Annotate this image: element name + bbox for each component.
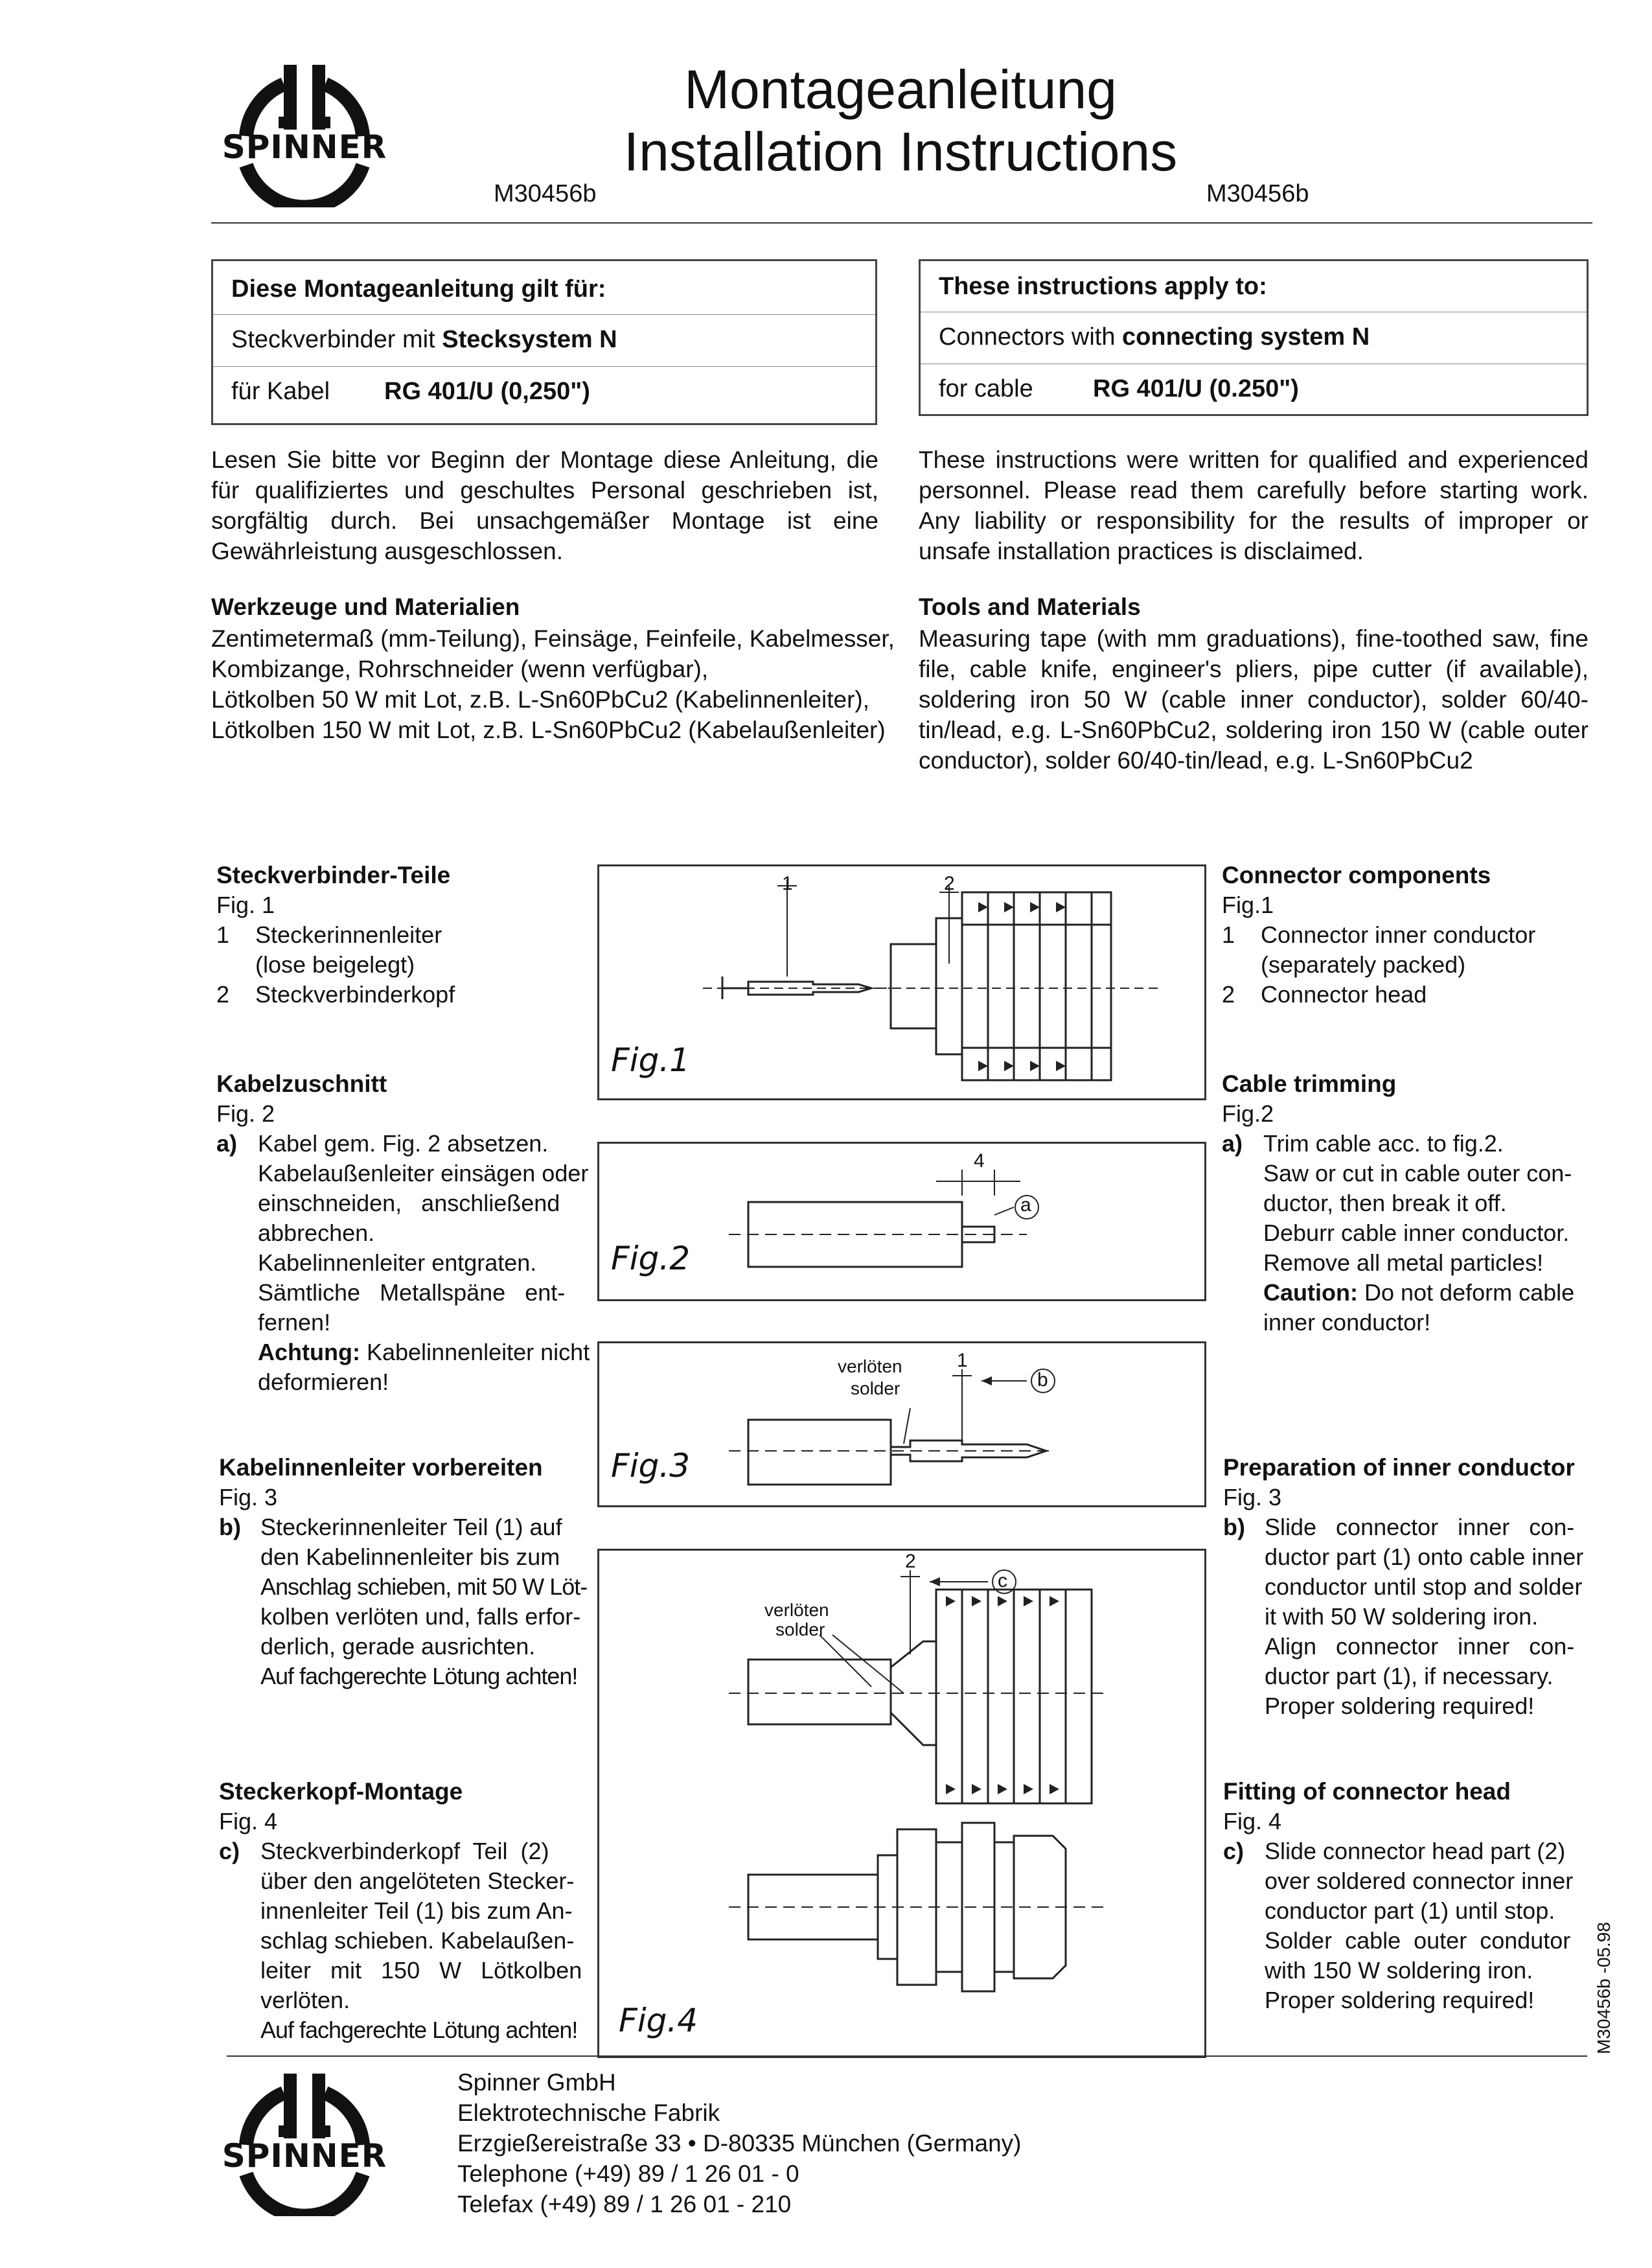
inner-prep-heading-german: Kabelinnenleiter vorbereiten	[219, 1454, 543, 1481]
tools-heading-english: Tools and Materials	[919, 594, 1141, 620]
step-line: ductor part (1), if necessary.	[1265, 1663, 1554, 1689]
applies-row1-english	[939, 323, 1370, 351]
footer-divider	[227, 2055, 1587, 2057]
step-line: with 150 W soldering iron.	[1265, 1957, 1533, 1984]
vertical-doc-code: M30456b -05.98	[1594, 1922, 1614, 2054]
trimming-heading-english: Cable trimming	[1222, 1070, 1397, 1097]
caution-bold: Caution:	[1263, 1279, 1358, 1306]
step-line: ductor part (1) onto cable inner	[1265, 1544, 1584, 1570]
intro-german: Lesen Sie bitte vor Beginn der Montage diese Anleitung, die für qualifiziertes und geschultes Personal geschrieben ist, sorgfältig durch. Bei unsachgemäßer Montage ist eine Gewährleistung ausgeschlossen.	[211, 446, 878, 564]
callout-1: 1	[782, 873, 793, 894]
step-line: Sämtliche Metallspäne ent-	[258, 1279, 566, 1306]
step-text: Kabel gem. Fig. 2 absetzen.	[258, 1130, 549, 1157]
fig-ref: Fig. 2	[216, 1100, 275, 1127]
step-line: it with 50 W soldering iron.	[1265, 1603, 1539, 1630]
step-line: Proper soldering required!	[1265, 1987, 1535, 2013]
step-line: Saw or cut in cable outer con-	[1263, 1160, 1572, 1186]
inner-prep-heading-english: Preparation of inner conductor	[1223, 1454, 1575, 1481]
step-line: Anschlag schieben, mit 50 W Löt-	[260, 1573, 588, 1600]
components-line: 2 Steckverbinderkopf	[216, 981, 455, 1008]
doc-number-left: M30456b	[494, 180, 597, 207]
step-line: verlöten.	[260, 1987, 350, 2013]
caution-text: Kabelinnenleiter nicht	[360, 1339, 590, 1365]
company-name: Spinner GmbH	[457, 2069, 616, 2096]
fig-ref: Fig. 4	[219, 1808, 278, 1834]
step-text: Steckerinnenleiter Teil (1) auf	[260, 1514, 562, 1540]
step-line: leiter mit 150 W Lötkolben	[260, 1957, 582, 1984]
figure-2-label: Fig.2	[611, 1240, 691, 1277]
step-line: Auf fachgerechte Lötung achten!	[260, 1663, 578, 1689]
title-english: Installation Instructions	[623, 121, 1178, 182]
step-line: Auf fachgerechte Lötung achten!	[260, 2017, 578, 2043]
tools-text-english: Measuring tape (with mm graduations), fine-toothed saw, fine file, cable knife, engineer's pliers, pipe cutter (if available), soldering iron 50 W (cable inner conductor), solder 60/40-tin/lead, e.g. L-Sn60PbCu2, soldering iron 150 W (cable outer conductor), solder 60/40-tin/lead, e.g. L-Sn60PbCu2	[919, 625, 1589, 774]
step-line: derlich, gerade ausrichten.	[260, 1633, 536, 1660]
applies-heading-english: These instructions apply to:	[939, 273, 1267, 300]
step-line: einschneiden, anschließend	[258, 1190, 560, 1216]
step-line: Align connector inner con-	[1265, 1633, 1575, 1660]
applies-row2-label-german: für Kabel	[231, 378, 330, 405]
tools-line: Kombizange, Rohrschneider (wenn verfügbar),	[211, 656, 709, 682]
figure-1-drawing	[599, 866, 1208, 1102]
fig-ref: Fig.2	[1222, 1100, 1274, 1127]
step-label: a)	[216, 1130, 238, 1157]
tools-line: Lötkolben 150 W mit Lot, z.B. L-Sn60PbCu2 (Kabelaußenleiter)	[211, 717, 886, 743]
components-line: 2 Connector head	[1222, 981, 1427, 1008]
step-line: innenleiter Teil (1) bis zum An-	[260, 1897, 573, 1924]
step-line: Remove all metal particles!	[1263, 1249, 1544, 1276]
company-phone: Telephone (+49) 89 / 1 26 01 - 0	[457, 2160, 799, 2187]
label-verloeten: verlöten	[838, 1356, 902, 1376]
logo-text: SPINNER	[222, 128, 387, 166]
applies-to-box-english	[919, 259, 1589, 416]
tools-list-german	[211, 623, 895, 745]
caution-bold: Achtung:	[258, 1339, 360, 1365]
caution-text: Do not deform cable	[1357, 1279, 1575, 1306]
marker-b: b	[1037, 1369, 1048, 1391]
applies-row2-value-german: RG 401/U (0,250")	[384, 378, 590, 405]
step-line: Kabelaußenleiter einsägen oder	[258, 1160, 589, 1186]
box-separator	[213, 366, 875, 367]
applies-row2-label-english: for cable	[939, 375, 1033, 402]
step-line: conductor until stop and solder	[1265, 1573, 1583, 1600]
step-label: b)	[1223, 1514, 1245, 1540]
applies-row2-value-english: RG 401/U (0.250")	[1093, 375, 1299, 402]
step-label: b)	[219, 1514, 241, 1540]
company-address	[457, 2067, 1021, 2219]
trimming-heading-german: Kabelzuschnitt	[216, 1070, 387, 1097]
step-line: den Kabelinnenleiter bis zum	[260, 1544, 560, 1570]
company-fax: Telefax (+49) 89 / 1 26 01 - 210	[457, 2191, 792, 2217]
label-verloeten: verlöten	[764, 1600, 829, 1620]
components-list-german	[216, 890, 455, 1010]
step-line: Kabelinnenleiter entgraten.	[258, 1249, 537, 1276]
figure-3-drawing	[599, 1343, 1208, 1509]
label-solder: solder	[851, 1378, 901, 1398]
doc-number-right: M30456b	[1206, 180, 1309, 207]
box-separator	[213, 314, 875, 315]
marker-a: a	[1020, 1194, 1031, 1216]
row1-prefix: Connectors with	[939, 323, 1123, 351]
step-line: Solder cable outer condutor	[1265, 1927, 1571, 1954]
label-solder: solder	[775, 1619, 825, 1639]
trimming-body-english	[1222, 1099, 1574, 1337]
applies-row1-german	[231, 326, 617, 354]
components-line: 1 Connector inner conductor	[1222, 921, 1536, 948]
components-line: 1 Steckerinnenleiter	[216, 921, 442, 948]
step-line: über den angelöteten Stecker-	[260, 1868, 575, 1894]
step-line	[216, 1129, 590, 1159]
step-text: Slide connector inner con-	[1265, 1514, 1575, 1540]
dimension-4: 4	[974, 1150, 985, 1172]
step-label: a)	[1222, 1130, 1243, 1157]
inner-prep-body-english	[1223, 1483, 1583, 1721]
fig-ref: Fig. 3	[1223, 1484, 1282, 1510]
step-line	[1222, 1129, 1574, 1159]
fig-ref: Fig. 4	[1223, 1808, 1282, 1834]
step-line	[1223, 1512, 1583, 1542]
logo-text: SPINNER	[222, 2137, 387, 2175]
figure-4-drawing	[599, 1551, 1208, 2060]
title-german: Montageanleitung	[684, 59, 1117, 120]
step-line	[1223, 1836, 1573, 1866]
trimming-body-german	[216, 1099, 590, 1397]
components-heading-german: Steckverbinder-Teile	[216, 862, 451, 888]
figure-1-label: Fig.1	[611, 1041, 691, 1079]
tools-line: Zentimetermaß (mm-Teilung), Feinsäge, Feinfeile, Kabelmesser,	[211, 625, 895, 652]
components-heading-english: Connector components	[1222, 862, 1491, 888]
step-text: Steckverbinderkopf Teil (2)	[260, 1838, 549, 1864]
marker-c: c	[998, 1570, 1007, 1591]
step-line: Proper soldering required!	[1265, 1693, 1535, 1719]
step-line: fernen!	[258, 1309, 331, 1336]
caution-line	[216, 1337, 590, 1367]
inner-prep-body-german	[219, 1483, 587, 1691]
header-divider	[211, 222, 1592, 224]
figure-3-label: Fig.3	[611, 1447, 691, 1485]
head-fit-heading-english: Fitting of connector head	[1223, 1778, 1511, 1805]
step-text: Slide connector head part (2)	[1265, 1838, 1566, 1864]
step-label: c)	[219, 1838, 240, 1864]
caution-line: deformieren!	[258, 1369, 389, 1395]
step-line	[219, 1836, 582, 1866]
head-fit-body-german	[219, 1807, 582, 2045]
tools-heading-german: Werkzeuge und Materialien	[211, 594, 520, 620]
company-subtitle: Elektrotechnische Fabrik	[457, 2100, 720, 2126]
step-line: ductor, then break it off.	[1263, 1190, 1507, 1216]
head-fit-heading-german: Steckerkopf-Montage	[219, 1778, 463, 1805]
components-line: Fig. 1	[216, 892, 275, 918]
figure-2	[597, 1142, 1206, 1301]
components-line: (separately packed)	[1222, 951, 1466, 978]
company-street: Erzgießereistraße 33 • D-80335 München (Germany)	[457, 2130, 1022, 2157]
spinner-logo	[207, 58, 402, 207]
step-label: c)	[1223, 1838, 1245, 1864]
fig-ref: Fig. 3	[219, 1484, 278, 1510]
components-line: Fig.1	[1222, 892, 1274, 918]
spinner-logo-footer	[207, 2067, 402, 2216]
figure-1	[597, 864, 1206, 1100]
figure-4-label: Fig.4	[619, 2002, 698, 2039]
step-line	[219, 1512, 587, 1542]
callout-2: 2	[905, 1551, 916, 1572]
figure-4	[597, 1549, 1206, 2058]
row1-bold: Stecksystem N	[442, 326, 617, 353]
row1-prefix: Steckverbinder mit	[231, 326, 442, 353]
applies-heading-german: Diese Montageanleitung gilt für:	[231, 275, 606, 303]
callout-2: 2	[944, 873, 955, 894]
step-text: Trim cable acc. to fig.2.	[1263, 1130, 1504, 1157]
figure-2-drawing	[599, 1144, 1208, 1303]
step-line: Deburr cable inner conductor.	[1263, 1220, 1570, 1246]
caution-line: inner conductor!	[1263, 1309, 1431, 1336]
figure-3	[597, 1341, 1206, 1507]
caution-line	[1222, 1278, 1574, 1308]
step-line: schlag schieben. Kabelaußen-	[260, 1927, 575, 1954]
components-list-english	[1222, 890, 1535, 1010]
step-line: over soldered connector inner	[1265, 1868, 1574, 1894]
step-line: abbrechen.	[258, 1220, 375, 1246]
applies-to-box-german	[211, 259, 877, 425]
intro-english: These instructions were written for qualified and experienced personnel. Please read them carefully before starting work. Any liability or responsibility for the results of improper or unsafe installation practices is disclaimed.	[919, 446, 1589, 564]
tools-line: Lötkolben 50 W mit Lot, z.B. L-Sn60PbCu2 (Kabelinnenleiter),	[211, 686, 870, 713]
head-fit-body-english	[1223, 1807, 1573, 2015]
callout-1: 1	[957, 1350, 968, 1371]
step-line: kolben verlöten und, falls erfor-	[260, 1603, 581, 1630]
components-line: (lose beigelegt)	[216, 951, 415, 978]
row1-bold: connecting system N	[1122, 323, 1370, 351]
step-line: conductor part (1) until stop.	[1265, 1897, 1555, 1924]
